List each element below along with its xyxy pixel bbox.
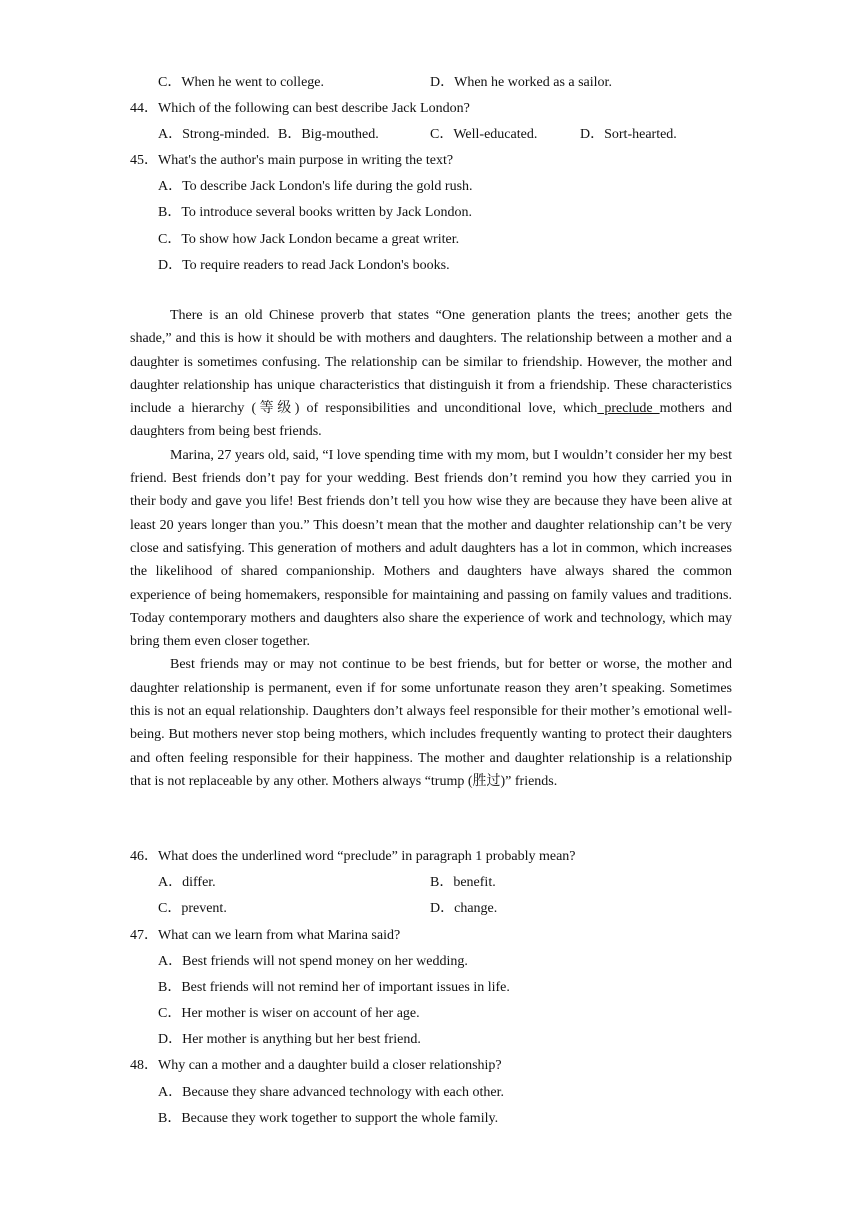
q46-option-c: C．prevent. — [158, 901, 227, 916]
q47-stem: 47．What can we learn from what Marina said? — [130, 928, 401, 943]
q46-option-a: A．differ. — [158, 875, 216, 890]
q45-option-b: B．To introduce several books written by Jack London. — [158, 205, 472, 220]
q47-option-b: B．Best friends will not remind her of important issues in life. — [158, 980, 510, 995]
q48-option-a: A．Because they share advanced technology with each other. — [158, 1085, 504, 1100]
underlined-word-preclude: preclude — [597, 401, 660, 417]
q44-option-a: A．Strong-minded. — [158, 127, 270, 142]
passage-paragraph-1 — [130, 304, 732, 444]
passage-paragraph-2: Marina, 27 years old, said, “I love spending time with my mom, but I wouldn’t consider her my best friend. Best friends don’t pay for your wedding. Best friends don’t remind you how they carried you in their body and gave you life! Best friends don’t tell you how wise they are because they have been alive at least 20 years longer than you.” This doesn’t mean that the mother and daughter relationship can’t be very close and satisfying. This generation of mothers and adult daughters has a lot in common, which increases the likelihood of shared companionship. Mothers and daughters have always shared the common experience of being homemakers, responsible for maintaining and passing on family values and traditions. Today contemporary mothers and daughters also share the experience of work and technology, which may bring them even closer together. — [130, 447, 732, 650]
p1-text-after: mothers and daughters from being best friends. — [130, 401, 732, 440]
p1-text-before: There is an old Chinese proverb that states “One generation plants the trees; another gets the shade,” and this is how it should be with mothers and daughters. The relationship between a mother and a daughter is sometimes confusing. The relationship can be similar to friendship. However, the mother and daughter relationship has unique characteristics that distinguish it from a friendship. These characteristics include a hierarchy (等级) of responsibilities and unconditional love, which — [130, 308, 732, 417]
q45-option-d: D．To require readers to read Jack London's books. — [158, 258, 450, 273]
q43-option-c: C．When he went to college. — [158, 75, 325, 90]
q48-stem: 48．Why can a mother and a daughter build a closer relationship? — [130, 1058, 502, 1073]
q47-option-d: D．Her mother is anything but her best friend. — [158, 1032, 421, 1047]
q47-option-c: C．Her mother is wiser on account of her age. — [158, 1006, 420, 1021]
q47-option-a: A．Best friends will not spend money on her wedding. — [158, 954, 468, 969]
q46-option-b: B．benefit. — [430, 875, 496, 890]
q44-option-d: D．Sort-hearted. — [580, 127, 677, 142]
q45-stem: 45．What's the author's main purpose in writing the text? — [130, 153, 454, 168]
q46-option-d: D．change. — [430, 901, 498, 916]
q43-option-d: D．When he worked as a sailor. — [430, 75, 612, 90]
q44-option-b: B．Big-mouthed. — [278, 127, 379, 142]
reading-passage — [130, 304, 732, 793]
q45-option-a: A．To describe Jack London's life during the gold rush. — [158, 179, 473, 194]
q46-stem: 46．What does the underlined word “preclude” in paragraph 1 probably mean? — [130, 849, 576, 864]
q44-option-c: C．Well-educated. — [430, 127, 538, 142]
passage-paragraph-3: Best friends may or may not continue to be best friends, but for better or worse, the mother and daughter relationship is permanent, even if for some unfortunate reason they aren’t speaking. Sometimes this is not an equal relationship. Daughters don’t always feel responsible for their mother’s emotional well-being. But mothers never stop being mothers, which includes frequently wanting to protect their daughters and often feeling responsible for their happiness. The mother and daughter relationship is a relationship that is not replaceable by any other. Mothers always “trump (胜过)” friends. — [130, 657, 732, 789]
q45-option-c: C．To show how Jack London became a great writer. — [158, 232, 460, 247]
q44-stem: 44．Which of the following can best describe Jack London? — [130, 101, 470, 116]
q48-option-b: B．Because they work together to support the whole family. — [158, 1111, 499, 1126]
